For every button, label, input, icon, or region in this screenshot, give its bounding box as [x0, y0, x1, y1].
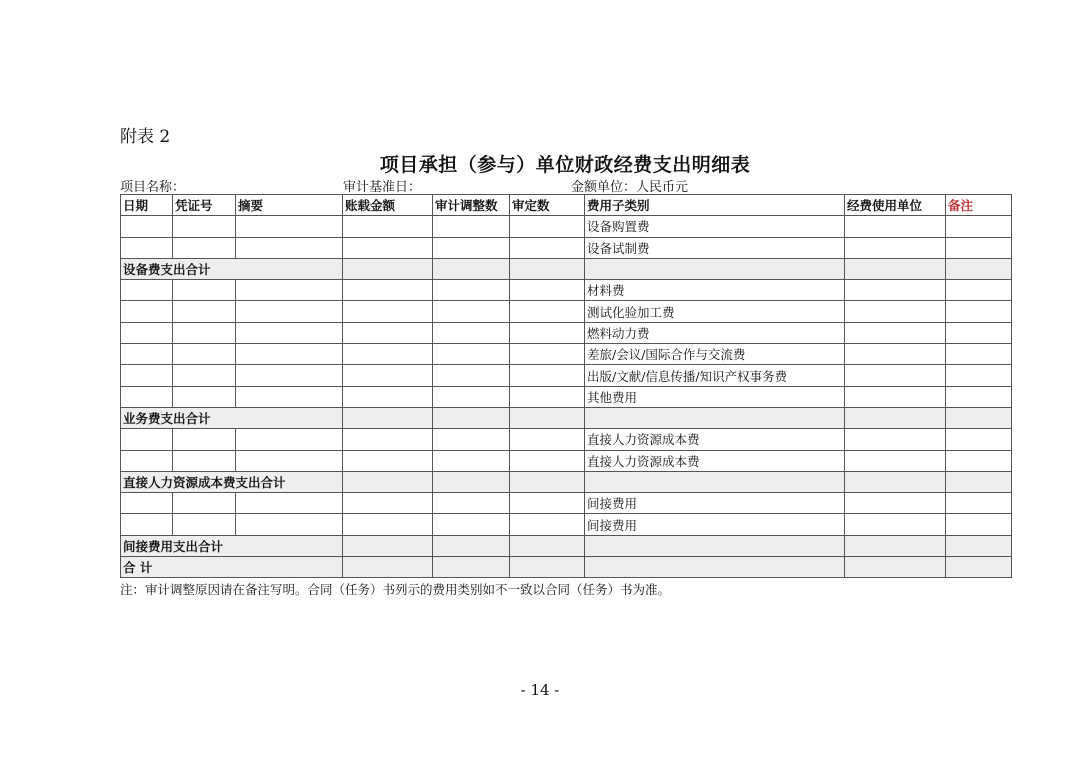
subtotal-row: [121, 407, 1012, 428]
empty-cell: [845, 450, 946, 471]
empty-cell: [510, 344, 585, 365]
empty-cell: [845, 535, 946, 556]
empty-cell: [433, 407, 510, 428]
empty-cell: [946, 280, 1012, 301]
header-expense-subcategory: 费用子类别: [585, 195, 845, 216]
empty-cell: [433, 386, 510, 407]
empty-cell: [946, 258, 1012, 279]
empty-cell: [845, 258, 946, 279]
header-date: 日期: [121, 195, 173, 216]
empty-cell: [845, 344, 946, 365]
empty-cell: [946, 386, 1012, 407]
empty-cell: [433, 344, 510, 365]
empty-cell: [433, 280, 510, 301]
empty-cell: [510, 386, 585, 407]
empty-cell: [510, 237, 585, 258]
empty-cell: [510, 258, 585, 279]
empty-cell: [173, 301, 236, 322]
empty-cell: [510, 216, 585, 237]
empty-cell: [173, 322, 236, 343]
empty-cell: [433, 429, 510, 450]
empty-cell: [510, 429, 585, 450]
empty-cell: [433, 450, 510, 471]
empty-cell: [121, 450, 173, 471]
empty-cell: [946, 514, 1012, 535]
empty-cell: [946, 493, 1012, 514]
empty-cell: [845, 429, 946, 450]
empty-cell: [585, 258, 845, 279]
empty-cell: [946, 450, 1012, 471]
empty-cell: [173, 450, 236, 471]
table-row: [121, 216, 1012, 237]
empty-cell: [845, 386, 946, 407]
expense-subcategory-cell: 其他费用: [585, 386, 845, 407]
empty-cell: [433, 258, 510, 279]
empty-cell: [946, 471, 1012, 492]
empty-cell: [343, 493, 433, 514]
page-title: 项目承担（参与）单位财政经费支出明细表: [379, 154, 751, 176]
empty-cell: [433, 514, 510, 535]
empty-cell: [845, 407, 946, 428]
empty-cell: [946, 407, 1012, 428]
table-row: [121, 365, 1012, 386]
empty-cell: [121, 237, 173, 258]
empty-cell: [173, 237, 236, 258]
subtotal-label: 设备费支出合计: [121, 258, 343, 279]
header-summary: 摘要: [236, 195, 343, 216]
subtotal-label: 业务费支出合计: [121, 407, 343, 428]
empty-cell: [585, 535, 845, 556]
empty-cell: [433, 237, 510, 258]
empty-cell: [510, 450, 585, 471]
expense-subcategory-cell: 材料费: [585, 280, 845, 301]
empty-cell: [236, 429, 343, 450]
empty-cell: [236, 280, 343, 301]
subtotal-row: [121, 535, 1012, 556]
empty-cell: [236, 514, 343, 535]
empty-cell: [585, 407, 845, 428]
empty-cell: [236, 493, 343, 514]
page-number: - 14 -: [520, 681, 560, 699]
empty-cell: [343, 258, 433, 279]
footnote: 注：审计调整原因请在备注写明。合同（任务）书列示的费用类别如不一致以合同（任务）书为准。: [120, 582, 671, 597]
empty-cell: [173, 429, 236, 450]
table-row: [121, 386, 1012, 407]
empty-cell: [845, 493, 946, 514]
empty-cell: [121, 216, 173, 237]
empty-cell: [121, 386, 173, 407]
empty-cell: [510, 322, 585, 343]
empty-cell: [845, 471, 946, 492]
empty-cell: [121, 301, 173, 322]
table-row: [121, 322, 1012, 343]
expense-subcategory-cell: 直接人力资源成本费: [585, 429, 845, 450]
empty-cell: [236, 450, 343, 471]
empty-cell: [433, 557, 510, 578]
header-book-amount: 账载金额: [343, 195, 433, 216]
table-header-row: [121, 195, 1012, 216]
empty-cell: [946, 365, 1012, 386]
empty-cell: [946, 429, 1012, 450]
subtotal-label: 合 计: [121, 557, 343, 578]
empty-cell: [433, 365, 510, 386]
empty-cell: [343, 429, 433, 450]
empty-cell: [173, 344, 236, 365]
empty-cell: [121, 514, 173, 535]
table-row: [121, 450, 1012, 471]
empty-cell: [173, 216, 236, 237]
empty-cell: [510, 514, 585, 535]
empty-cell: [236, 216, 343, 237]
empty-cell: [173, 280, 236, 301]
empty-cell: [343, 322, 433, 343]
empty-cell: [845, 216, 946, 237]
expense-subcategory-cell: 出版/文献/信息传播/知识产权事务费: [585, 365, 845, 386]
empty-cell: [173, 514, 236, 535]
empty-cell: [946, 535, 1012, 556]
empty-cell: [946, 216, 1012, 237]
subtotal-row: [121, 258, 1012, 279]
empty-cell: [173, 493, 236, 514]
empty-cell: [343, 301, 433, 322]
empty-cell: [845, 237, 946, 258]
empty-cell: [845, 322, 946, 343]
project-name-label: 项目名称：: [120, 180, 186, 195]
empty-cell: [946, 301, 1012, 322]
empty-cell: [173, 386, 236, 407]
empty-cell: [433, 471, 510, 492]
empty-cell: [236, 322, 343, 343]
empty-cell: [343, 407, 433, 428]
empty-cell: [236, 344, 343, 365]
subtotal-row: [121, 557, 1012, 578]
empty-cell: [845, 301, 946, 322]
expense-subcategory-cell: 直接人力资源成本费: [585, 450, 845, 471]
appendix-label: 附表 2: [120, 127, 171, 147]
empty-cell: [343, 280, 433, 301]
empty-cell: [585, 471, 845, 492]
empty-cell: [236, 386, 343, 407]
empty-cell: [236, 301, 343, 322]
table-row: [121, 493, 1012, 514]
empty-cell: [433, 322, 510, 343]
empty-cell: [343, 237, 433, 258]
empty-cell: [433, 216, 510, 237]
empty-cell: [343, 216, 433, 237]
empty-cell: [433, 493, 510, 514]
empty-cell: [343, 450, 433, 471]
empty-cell: [510, 301, 585, 322]
header-remarks: 备注: [946, 195, 1012, 216]
header-approved-amount: 审定数: [510, 195, 585, 216]
empty-cell: [121, 429, 173, 450]
subtotal-label: 直接人力资源成本费支出合计: [121, 471, 343, 492]
expense-detail-table: [120, 194, 1012, 578]
empty-cell: [510, 557, 585, 578]
empty-cell: [845, 514, 946, 535]
expense-subcategory-cell: 设备试制费: [585, 237, 845, 258]
header-funding-user-unit: 经费使用单位: [845, 195, 946, 216]
expense-subcategory-cell: 设备购置费: [585, 216, 845, 237]
subtotal-label: 间接费用支出合计: [121, 535, 343, 556]
empty-cell: [585, 557, 845, 578]
empty-cell: [433, 535, 510, 556]
table-row: [121, 237, 1012, 258]
empty-cell: [510, 535, 585, 556]
empty-cell: [343, 386, 433, 407]
empty-cell: [845, 557, 946, 578]
empty-cell: [510, 365, 585, 386]
empty-cell: [946, 237, 1012, 258]
empty-cell: [510, 407, 585, 428]
table-row: [121, 514, 1012, 535]
table-row: [121, 344, 1012, 365]
header-audit-adjustment: 审计调整数: [433, 195, 510, 216]
empty-cell: [946, 557, 1012, 578]
empty-cell: [510, 280, 585, 301]
empty-cell: [343, 514, 433, 535]
empty-cell: [343, 535, 433, 556]
empty-cell: [946, 322, 1012, 343]
expense-subcategory-cell: 间接费用: [585, 493, 845, 514]
empty-cell: [343, 344, 433, 365]
empty-cell: [343, 471, 433, 492]
empty-cell: [946, 344, 1012, 365]
empty-cell: [236, 237, 343, 258]
subtotal-row: [121, 471, 1012, 492]
empty-cell: [121, 493, 173, 514]
empty-cell: [343, 365, 433, 386]
empty-cell: [121, 365, 173, 386]
empty-cell: [121, 280, 173, 301]
empty-cell: [433, 301, 510, 322]
empty-cell: [236, 365, 343, 386]
expense-subcategory-cell: 燃料动力费: [585, 322, 845, 343]
empty-cell: [510, 471, 585, 492]
empty-cell: [845, 365, 946, 386]
expense-subcategory-cell: 测试化验加工费: [585, 301, 845, 322]
empty-cell: [343, 557, 433, 578]
empty-cell: [173, 365, 236, 386]
empty-cell: [845, 280, 946, 301]
table-row: [121, 280, 1012, 301]
expense-subcategory-cell: 间接费用: [585, 514, 845, 535]
expense-subcategory-cell: 差旅/会议/国际合作与交流费: [585, 344, 845, 365]
table-row: [121, 429, 1012, 450]
empty-cell: [510, 493, 585, 514]
audit-date-label: 审计基准日：: [343, 180, 422, 195]
currency-unit-label: 金额单位：人民币元: [571, 180, 689, 195]
empty-cell: [121, 322, 173, 343]
header-voucher-no: 凭证号: [173, 195, 236, 216]
table-row: [121, 301, 1012, 322]
empty-cell: [121, 344, 173, 365]
